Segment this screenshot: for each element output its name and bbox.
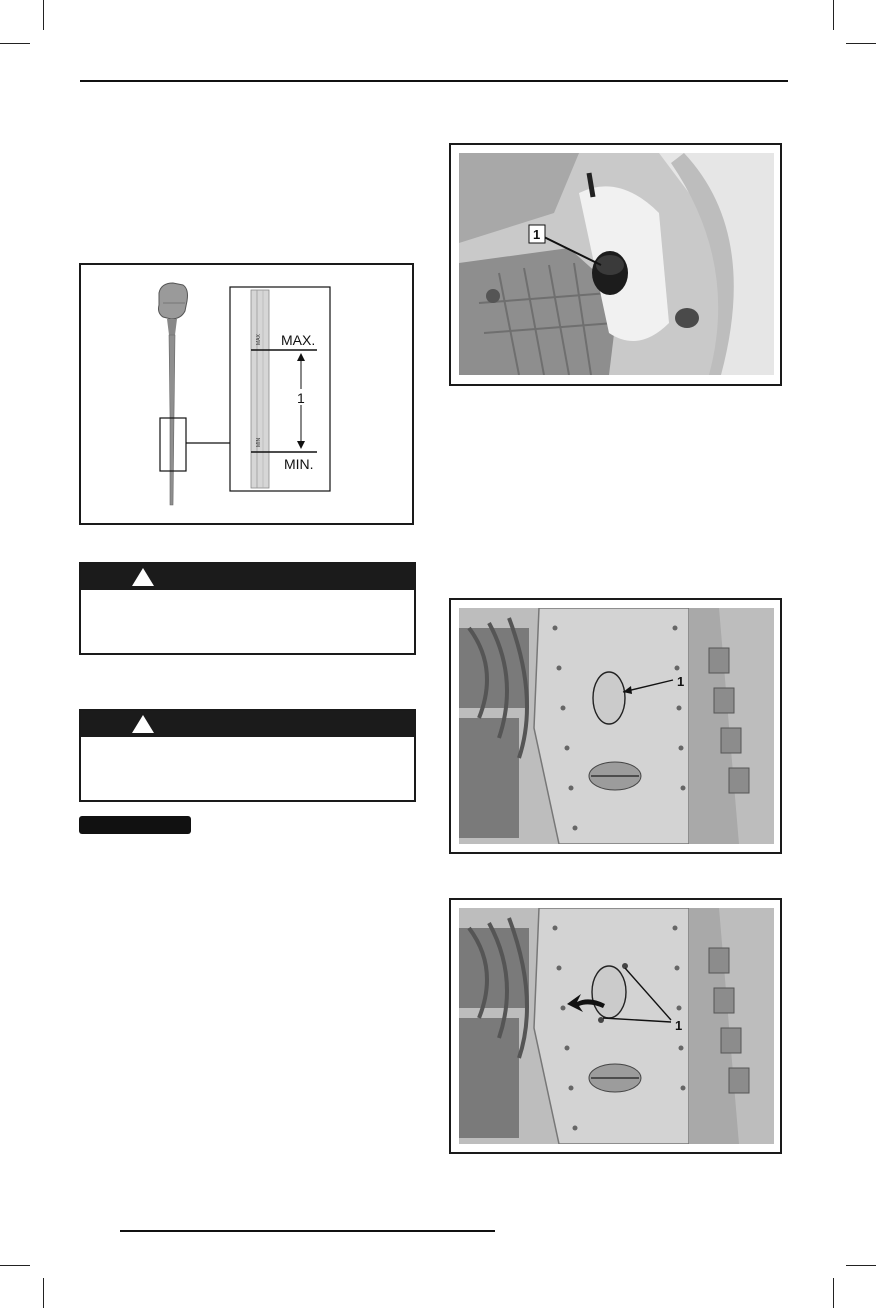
zoom-panel	[230, 287, 330, 491]
photo-access-panel-figure	[449, 598, 782, 854]
warning-triangle-icon	[131, 714, 155, 734]
warning-box-1	[79, 562, 416, 655]
photo-oil-cap	[459, 153, 774, 375]
max-label: MAX.	[281, 332, 316, 348]
warning-header-bar	[81, 564, 414, 590]
range-callout: 1	[297, 390, 305, 406]
photo-oil-cap-figure	[449, 143, 782, 386]
photo-access-panel	[459, 608, 774, 844]
crop-mark-tr-v	[833, 0, 834, 30]
photo-cover-removal-figure	[449, 898, 782, 1154]
crop-mark-tl-v	[43, 0, 44, 30]
min-label: MIN.	[284, 456, 314, 472]
warning-header-bar	[81, 711, 414, 737]
header-rule	[80, 80, 788, 82]
photo-top-callout: 1	[533, 227, 541, 242]
crop-mark-tr-h	[846, 43, 876, 44]
crop-mark-br-v	[833, 1278, 834, 1308]
photo-cover-removal	[459, 908, 774, 1144]
stick-min-mark: MIN	[256, 437, 262, 447]
access-cover-outline	[593, 672, 625, 724]
warning-box-2	[79, 709, 416, 802]
stick-max-mark: MAX	[256, 334, 262, 345]
dipstick-handle	[159, 283, 188, 319]
dipstick-figure	[79, 263, 414, 525]
crop-mark-tl-h	[0, 43, 30, 44]
dipstick-shaft	[169, 335, 175, 505]
footer-rule	[120, 1230, 495, 1232]
crop-mark-bl-h	[0, 1265, 30, 1266]
notice-tab	[79, 816, 191, 834]
warning-triangle-icon	[131, 567, 155, 587]
photo-bottom-callout: 1	[675, 1018, 683, 1033]
cover-outline	[592, 966, 626, 1018]
photo-middle-callout: 1	[677, 674, 685, 689]
crop-mark-bl-v	[43, 1278, 44, 1308]
crop-mark-br-h	[846, 1265, 876, 1266]
